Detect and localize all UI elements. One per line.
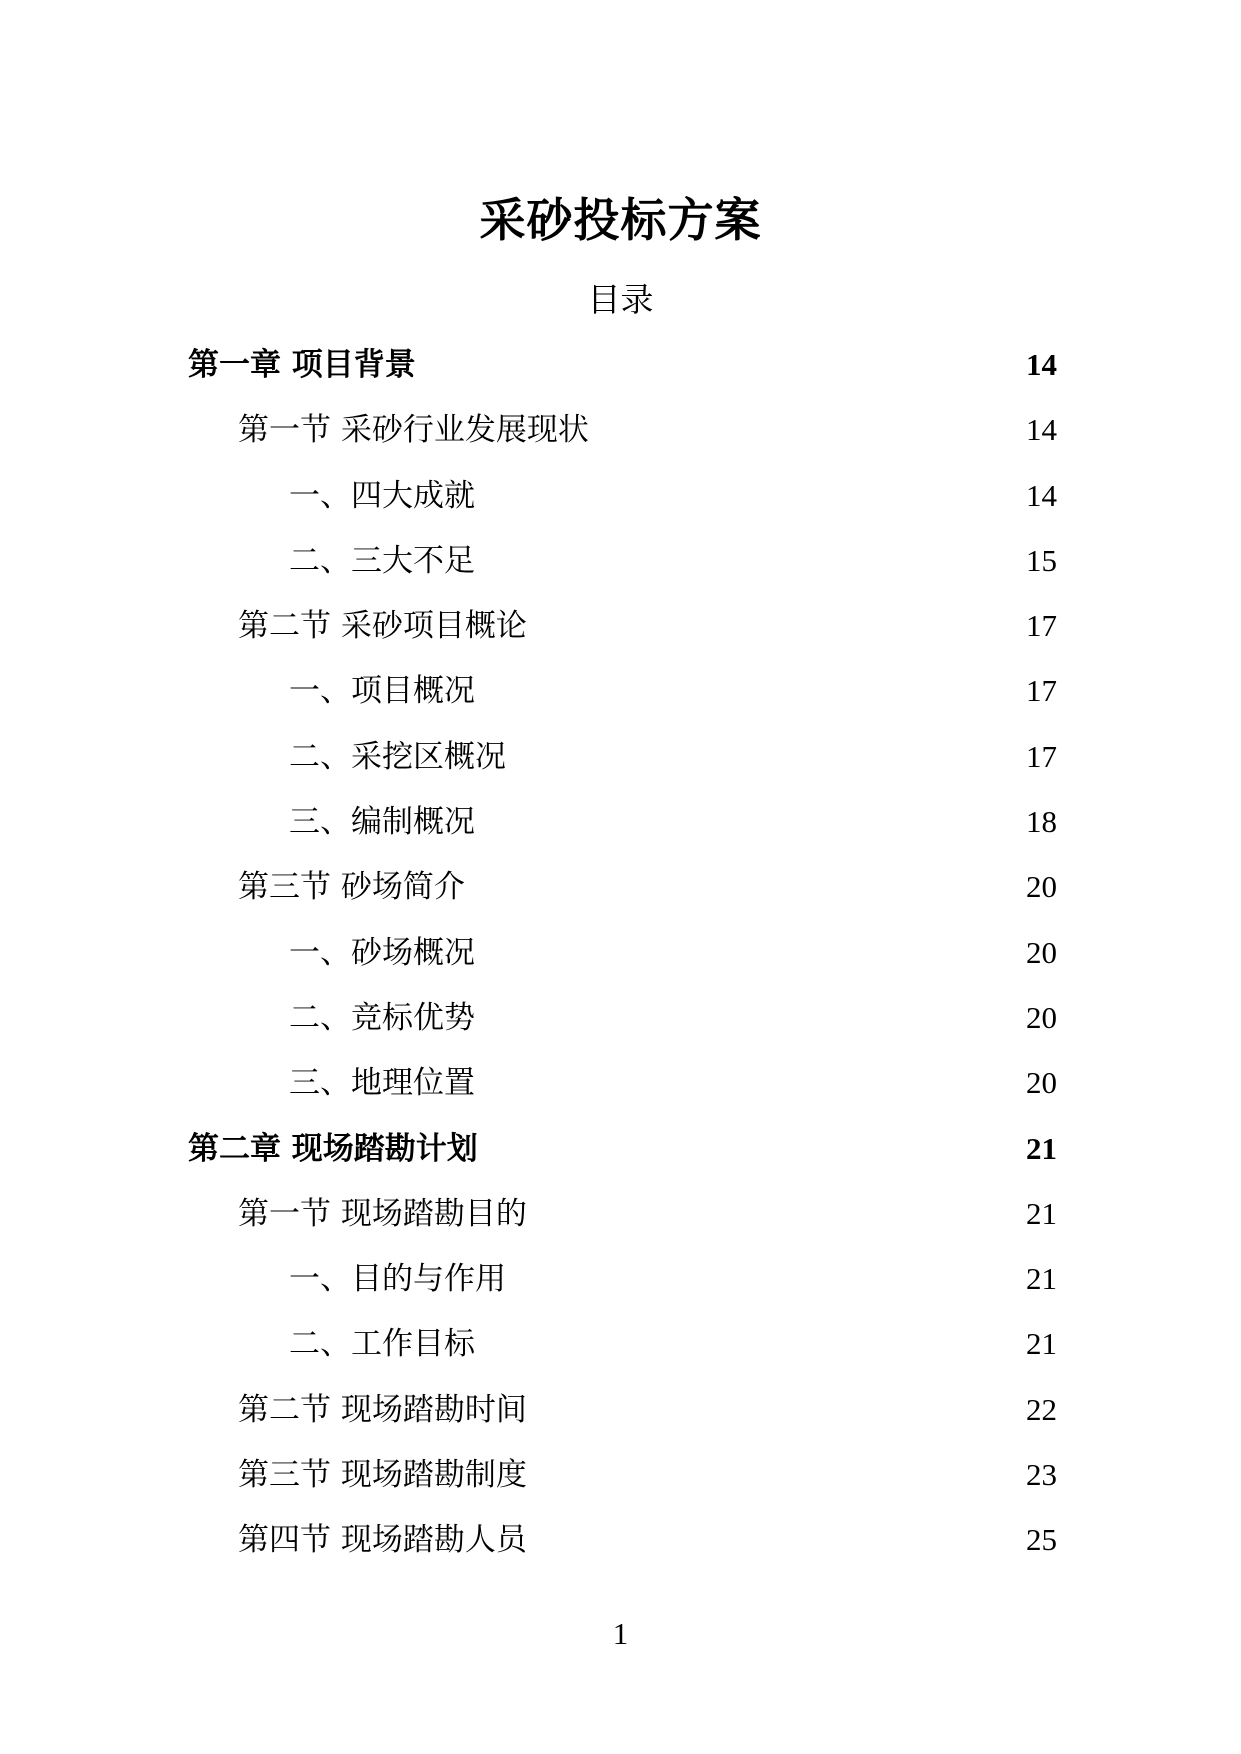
toc-entry-page: 17 [1026,608,1057,644]
toc-entry-label: 第二节 现场踏勘时间 [238,1391,527,1428]
toc-entry-section[interactable] [0,865,1241,930]
page-number: 1 [612,1616,629,1651]
toc-entry-label: 第二节 采砂项目概论 [238,608,527,645]
toc-entry-subsection[interactable] [0,1061,1241,1126]
toc-entry-page: 23 [1026,1457,1057,1493]
toc-entry-label: 三、地理位置 [289,1065,475,1102]
toc-entry-section[interactable] [0,1388,1241,1453]
toc-entry-label: 第三节 现场踏勘制度 [238,1457,527,1494]
toc-entry-page: 25 [1026,1522,1057,1558]
toc-entry-label: 一、砂场概况 [289,934,475,971]
toc-entry-page: 21 [1026,1261,1057,1297]
toc-entry-section[interactable] [0,1192,1241,1257]
toc-entry-label: 第三节 砂场简介 [238,869,465,906]
toc-entry-label: 一、项目概况 [289,673,475,710]
toc-entry-chapter[interactable] [0,1127,1241,1192]
toc-entry-subsection[interactable] [0,931,1241,996]
toc-entry-label: 一、四大成就 [289,477,475,514]
toc-entry-subsection[interactable] [0,1322,1241,1387]
toc-entry-subsection[interactable] [0,800,1241,865]
toc-entry-page: 22 [1026,1391,1057,1427]
toc-entry-page: 17 [1026,738,1057,774]
toc-entry-subsection[interactable] [0,474,1241,539]
toc-entry-label: 第四节 现场踏勘人员 [238,1522,527,1559]
toc-entry-label: 二、三大不足 [289,542,475,579]
toc-entry-label: 三、编制概况 [289,804,475,841]
toc-entry-page: 21 [1026,1195,1057,1231]
toc-entry-page: 20 [1026,1065,1057,1101]
toc-entry-chapter[interactable] [0,343,1241,408]
toc-entry-page: 14 [1026,412,1057,448]
toc-entry-section[interactable] [0,408,1241,473]
toc-entry-page: 20 [1026,869,1057,905]
toc-entry-page: 17 [1026,673,1057,709]
toc-entry-page: 18 [1026,804,1057,840]
table-of-contents [0,343,1241,1584]
toc-entry-label: 二、采挖区概况 [289,738,506,775]
toc-entry-section[interactable] [0,1453,1241,1518]
toc-entry-label: 第一节 采砂行业发展现状 [238,412,589,449]
toc-entry-label: 一、目的与作用 [289,1261,506,1298]
toc-entry-label: 二、工作目标 [289,1326,475,1363]
toc-entry-page: 21 [1026,1130,1057,1166]
toc-entry-section[interactable] [0,604,1241,669]
toc-heading: 目录 [587,280,654,319]
toc-entry-subsection[interactable] [0,669,1241,734]
toc-entry-subsection[interactable] [0,996,1241,1061]
toc-entry-subsection[interactable] [0,735,1241,800]
toc-entry-page: 20 [1026,999,1057,1035]
toc-entry-label: 二、竞标优势 [289,999,475,1036]
toc-entry-subsection[interactable] [0,539,1241,604]
toc-entry-page: 14 [1026,477,1057,513]
toc-entry-page: 15 [1026,542,1057,578]
toc-entry-label: 第一节 现场踏勘目的 [238,1195,527,1232]
toc-entry-subsection[interactable] [0,1257,1241,1322]
toc-entry-page: 21 [1026,1326,1057,1362]
toc-entry-label: 第二章 现场踏勘计划 [188,1130,478,1167]
toc-entry-label: 第一章 项目背景 [188,347,416,383]
toc-entry-page: 20 [1026,934,1057,970]
toc-entry-section[interactable] [0,1518,1241,1583]
toc-entry-page: 14 [1026,347,1057,382]
document-title: 采砂投标方案 [479,193,762,247]
